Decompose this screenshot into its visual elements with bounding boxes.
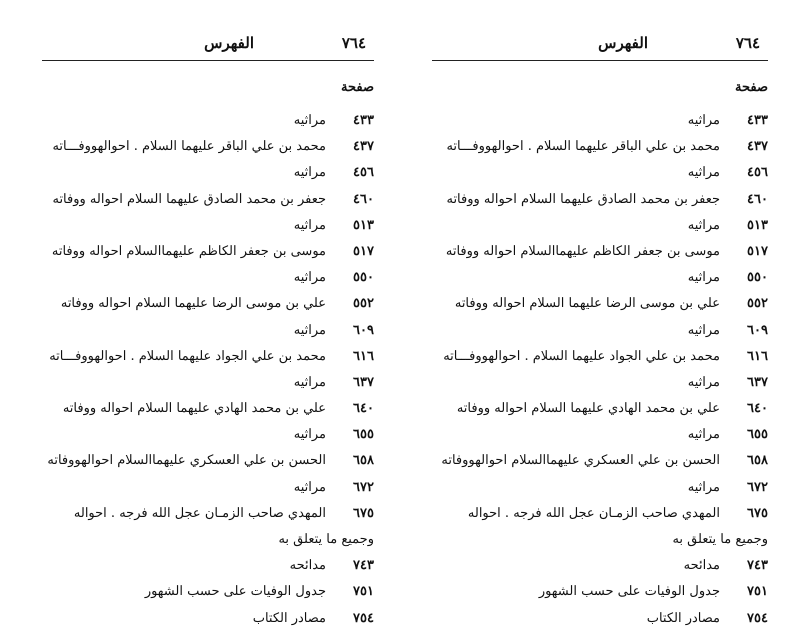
entry-page-number: ٤٣٣ (747, 113, 768, 128)
entry-page-number: ٤٦٠ (747, 191, 768, 207)
index-entry (42, 555, 374, 581)
entry-title: مراثيه (293, 322, 326, 338)
entry-title: علي بن محمد الهادي عليهما السلام احواله ووفاته (62, 401, 326, 417)
entry-title: مراثيه (293, 270, 326, 286)
page-number: ٧٦٤ (341, 34, 366, 52)
page-header (42, 34, 374, 58)
index-entry (432, 450, 768, 476)
page-header (432, 34, 768, 58)
entry-title: مراثيه (293, 427, 326, 443)
entry-page-number: ٥٥٠ (747, 270, 768, 286)
index-entry (432, 215, 768, 241)
entry-title: مراثيه (687, 113, 720, 128)
index-entry (432, 503, 768, 529)
entry-title: جدول الوفيات على حسب الشهور (538, 584, 720, 600)
entry-title: جعفر بن محمد الصادق عليهما السلام احواله ووفاته (52, 191, 326, 207)
entry-page-number: ٥١٣ (353, 217, 374, 233)
entry-title: مراثيه (293, 113, 326, 128)
index-entry (432, 110, 768, 136)
entry-title: محمد بن علي الباقر عليهما السلام . احوالهووفـــاته (52, 139, 326, 155)
index-entry (432, 267, 768, 293)
page-title: الفهرس (598, 34, 648, 52)
entry-title: جدول الوفيات على حسب الشهور (144, 584, 326, 600)
entry-page-number: ٦٧٢ (353, 479, 374, 495)
index-entry (432, 320, 768, 346)
index-entry (42, 346, 374, 372)
index-entries (42, 110, 374, 634)
index-entry (432, 608, 768, 634)
index-entry (42, 503, 374, 529)
entry-title: المهدي صاحب الزمـان عجل الله فرجه . احواله (467, 505, 720, 521)
entry-page-number: ٧٥١ (747, 584, 768, 600)
entry-page-number: ٦٠٩ (353, 322, 374, 338)
entry-page-number: ٤٣٧ (353, 139, 374, 155)
entry-page-number: ٥١٣ (747, 217, 768, 233)
index-entry (432, 555, 768, 581)
column-header: صفحة (735, 80, 768, 95)
index-entry (42, 581, 374, 607)
index-entry (42, 320, 374, 346)
entry-title: محمد بن علي الباقر عليهما السلام . احوالهووفـــاته (446, 139, 720, 155)
entry-title: مراثيه (293, 374, 326, 390)
entry-title: مصادر الكتاب (252, 610, 326, 626)
entry-title: علي بن موسى الرضا عليهما السلام احواله ووفاته (60, 296, 326, 312)
entry-page-number: ٧٥١ (353, 584, 374, 600)
entry-page-number: ٤٣٣ (353, 113, 374, 128)
entry-page-number: ٦٧٥ (747, 505, 768, 521)
entry-page-number: ٥١٧ (747, 243, 768, 259)
index-entry (432, 136, 768, 162)
index-entry (432, 424, 768, 450)
entry-page-number: ٦١٦ (353, 348, 374, 364)
entry-page-number: ٦٧٢ (747, 479, 768, 495)
entry-title: مدائحه (289, 558, 326, 574)
index-entry (42, 215, 374, 241)
entry-title: مصادر الكتاب (646, 610, 720, 626)
entry-page-number: ٦٥٨ (747, 453, 768, 469)
entry-page-number: ٥١٧ (353, 243, 374, 259)
entry-title: مراثيه (687, 479, 720, 495)
index-entry (42, 189, 374, 215)
entry-page-number: ٦٥٥ (747, 427, 768, 443)
entry-page-number: ٧٥٤ (747, 610, 768, 626)
entry-page-number: ٦٥٥ (353, 427, 374, 443)
entry-title: علي بن موسى الرضا عليهما السلام احواله ووفاته (454, 296, 720, 312)
index-entry (432, 162, 768, 188)
entry-title: مراثيه (687, 427, 720, 443)
index-entry (432, 241, 768, 267)
index-entries (432, 110, 768, 634)
index-entry (432, 346, 768, 372)
index-entry (432, 581, 768, 607)
entry-title: وجميع ما يتعلق به (278, 532, 374, 547)
entry-page-number: ٦٣٧ (353, 374, 374, 390)
entry-title: مراثيه (687, 374, 720, 390)
index-entry (42, 162, 374, 188)
entry-title: مراثيه (293, 479, 326, 495)
entry-title: محمد بن علي الجواد عليهما السلام . احوالهووفـــاته (49, 348, 326, 364)
entry-title: موسى بن جعفر الكاظم عليهماالسلام احواله ووفاته (445, 243, 720, 259)
index-entry (432, 529, 768, 555)
entry-title: مراثيه (687, 165, 720, 181)
index-entry (42, 450, 374, 476)
index-entry (42, 529, 374, 555)
entry-title: وجميع ما يتعلق به (672, 532, 768, 547)
entry-page-number: ٦٥٨ (353, 453, 374, 469)
index-page-right (432, 0, 768, 640)
entry-page-number: ٦٧٥ (353, 505, 374, 521)
entry-title: الحسن بن علي العسكري عليهماالسلام احوالهووفاته (47, 453, 326, 469)
index-entry (42, 293, 374, 319)
index-entry (42, 110, 374, 136)
page-number: ٧٦٤ (735, 34, 760, 52)
index-entry (42, 398, 374, 424)
index-entry (432, 477, 768, 503)
entry-page-number: ٥٥٠ (353, 270, 374, 286)
entry-title: مراثيه (293, 217, 326, 233)
entry-page-number: ٦٠٩ (747, 322, 768, 338)
entry-title: الحسن بن علي العسكري عليهماالسلام احوالهووفاته (441, 453, 720, 469)
index-entry (42, 241, 374, 267)
index-entry (42, 267, 374, 293)
entry-title: مراثيه (293, 165, 326, 181)
header-rule (432, 60, 768, 61)
entry-title: المهدي صاحب الزمـان عجل الله فرجه . احواله (73, 505, 326, 521)
entry-title: علي بن محمد الهادي عليهما السلام احواله ووفاته (456, 401, 720, 417)
index-entry (42, 424, 374, 450)
page-title: الفهرس (204, 34, 254, 52)
entry-page-number: ٦٤٠ (353, 401, 374, 417)
index-entry (432, 293, 768, 319)
index-entry (432, 372, 768, 398)
entry-title: مراثيه (687, 322, 720, 338)
index-entry (42, 372, 374, 398)
entry-title: مراثيه (687, 217, 720, 233)
entry-title: مدائحه (683, 558, 720, 574)
entry-page-number: ٦٤٠ (747, 401, 768, 417)
column-header: صفحة (341, 80, 374, 95)
entry-page-number: ٦٣٧ (747, 374, 768, 390)
entry-page-number: ٤٣٧ (747, 139, 768, 155)
entry-page-number: ٥٥٢ (747, 296, 768, 312)
entry-page-number: ٧٤٣ (353, 558, 374, 574)
index-page-left (42, 0, 374, 640)
entry-title: موسى بن جعفر الكاظم عليهماالسلام احواله ووفاته (51, 243, 326, 259)
entry-page-number: ٤٥٦ (353, 165, 374, 181)
index-entry (42, 608, 374, 634)
entry-page-number: ٦١٦ (747, 348, 768, 364)
index-entry (42, 136, 374, 162)
index-entry (432, 398, 768, 424)
index-entry (432, 189, 768, 215)
entry-page-number: ٤٦٠ (353, 191, 374, 207)
header-rule (42, 60, 374, 61)
entry-page-number: ٧٥٤ (353, 610, 374, 626)
entry-title: جعفر بن محمد الصادق عليهما السلام احواله ووفاته (446, 191, 720, 207)
index-entry (42, 477, 374, 503)
entry-title: محمد بن علي الجواد عليهما السلام . احوالهووفـــاته (443, 348, 720, 364)
entry-page-number: ٤٥٦ (747, 165, 768, 181)
entry-title: مراثيه (687, 270, 720, 286)
entry-page-number: ٥٥٢ (353, 296, 374, 312)
entry-page-number: ٧٤٣ (747, 558, 768, 574)
